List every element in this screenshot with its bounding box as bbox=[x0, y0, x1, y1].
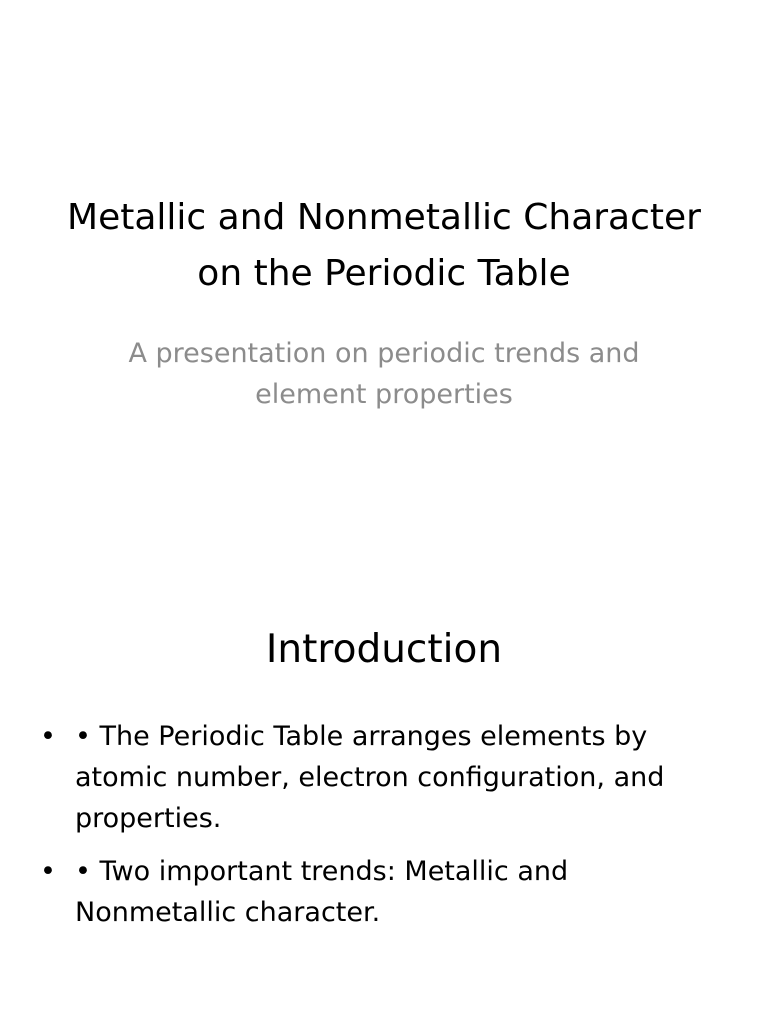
presentation-subtitle: A presentation on periodic trends and element properties bbox=[128, 338, 640, 410]
presentation-title: Metallic and Nonmetallic Character on the Periodic Table bbox=[67, 197, 701, 294]
list-item bbox=[40, 851, 730, 933]
introduction-slide bbox=[0, 576, 768, 1024]
bullet-list bbox=[40, 716, 730, 945]
bullet-text: • Two important trends: Metallic and Nonmetallic character. bbox=[75, 856, 569, 928]
list-item bbox=[40, 716, 730, 839]
slide-title: Introduction bbox=[265, 627, 503, 672]
bullet-icon: • bbox=[40, 856, 56, 887]
bullet-icon: • bbox=[40, 721, 56, 752]
bullet-text: • The Periodic Table arranges elements by atomic number, electron configuration, and properties. bbox=[75, 721, 665, 834]
